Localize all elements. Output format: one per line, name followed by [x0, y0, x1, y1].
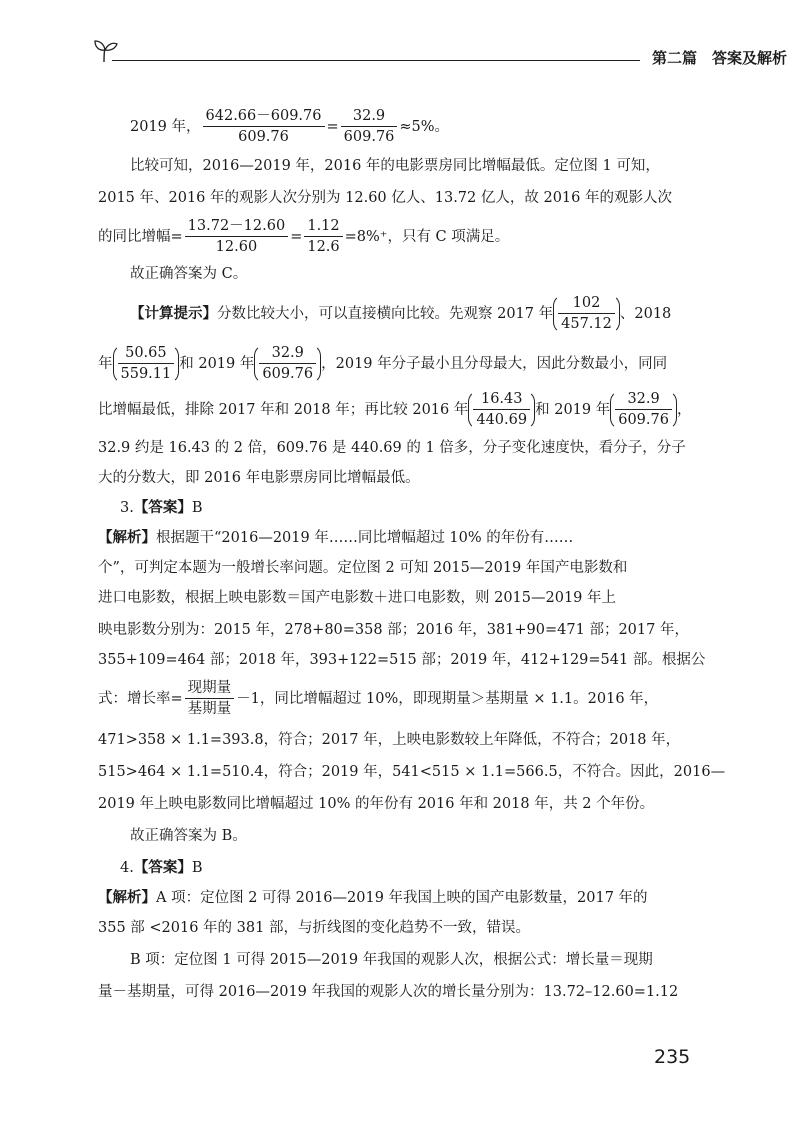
- fraction-paren: $\frac{32.9}{609.76}$: [254, 344, 321, 384]
- text-line: B 项：定位图 1 可得 2015—2019 年我国的观影人次，根据公式：增长量＝现期: [130, 952, 653, 968]
- fraction: $\frac{642.66-609.76}{609.76}$: [203, 108, 325, 146]
- calc-hint-line: 【计算提示】分数比较大小，可以直接横向比较。先观察 2017 年 $\frac{102}{457.12}$ 、2018: [130, 295, 672, 332]
- text-line: 515>464 × 1.1=510.4，符合；2019 年，541<515 × 1.1=566.5，不符合。因此，2016—: [98, 764, 726, 780]
- text-line: 个”，可判定本题为一般增长率问题。定位图 2 可知 2015—2019 年国产电影数和: [98, 560, 628, 576]
- fraction: $\frac{13.72-12.60}{12.60}$: [185, 218, 289, 256]
- text-line: 大的分数大，即 2016 年电影票房同比增幅最低。: [98, 470, 420, 486]
- fraction: $\frac{1.12}{12.6}$: [304, 218, 342, 256]
- text-line: 进口电影数，根据上映电影数＝国产电影数＋进口电影数，则 2015—2019 年上: [98, 590, 617, 606]
- fraction-paren: $\frac{50.65}{559.11}$: [113, 344, 180, 384]
- section-title: 第二篇 答案及解析: [652, 49, 788, 67]
- text-line: 量－基期量，可得 2016—2019 年我国的观影人次的增长量分别为：13.72–12.60=1.12: [98, 984, 679, 1000]
- analysis-tag: 【解析】: [98, 890, 156, 906]
- question-3-answer: 3.【答案】B: [120, 500, 203, 516]
- running-header: [92, 38, 788, 78]
- question-4-answer: 4.【答案】B: [120, 860, 203, 876]
- calc-hint-line: 年 $\frac{50.65}{559.11}$ 和 2019 年 $\frac{32.9}{609.76}$ ，2019 年分子最小且分母最大，因此分数最小，同同: [98, 345, 668, 382]
- calc-hint-line: 比增幅最低，排除 2017 年和 2018 年；再比较 2016 年 $\frac{16.43}{440.69}$ 和 2019 年 $\frac{32.9}{609.76}$ ，: [98, 391, 692, 428]
- formula-line-growth: 的同比增幅= $\frac{13.72-12.60}{12.60}$ = $\frac{1.12}{12.6}$ =8%⁺，只有 C 项满足。: [98, 218, 510, 255]
- text-line: 比较可知，2016—2019 年，2016 年的电影票房同比增幅最低。定位图 1 可知，: [130, 158, 660, 174]
- fraction-paren: $\frac{102}{457.12}$: [553, 294, 620, 334]
- fraction: $\frac{32.9}{609.76}$: [341, 108, 398, 146]
- fraction: $\frac{\text{现期量}}{\text{基期量}}$: [185, 680, 235, 718]
- text-line: 映电影数分别为：2015 年，278+80=358 部；2016 年，381+90=471 部；2017 年，: [98, 622, 689, 638]
- analysis-tag: 【解析】: [98, 530, 156, 546]
- formula-line-2019: 2019 年， $\frac{642.66-609.76}{609.76}$ = $\frac{32.9}{609.76}$ ≈5%。: [130, 108, 450, 145]
- header-rule: [112, 60, 640, 61]
- formula-line-rate: 式：增长率= $\frac{\text{现期量}}{\text{基期量}}$ －1，同比增幅超过 10%，即现期量＞基期量 × 1.1。2016 年，: [98, 680, 659, 717]
- text-line: 2019 年上映电影数同比增幅超过 10% 的年份有 2016 年和 2018 年，共 2 个年份。: [98, 796, 655, 812]
- text-line: 355+109=464 部；2018 年，393+122=515 部；2019 年，412+129=541 部。根据公: [98, 652, 706, 668]
- analysis-line: 【解析】A 项：定位图 2 可得 2016—2019 年我国上映的国产电影数量，2017 年的: [98, 890, 648, 906]
- answer-line: 故正确答案为 B。: [130, 828, 247, 844]
- text-line: 2015 年、2016 年的观影人次分别为 12.60 亿人、13.72 亿人，故 2016 年的观影人次: [98, 190, 672, 206]
- fraction-paren: $\frac{32.9}{609.76}$: [610, 390, 677, 430]
- text-line: 32.9 约是 16.43 的 2 倍，609.76 是 440.69 的 1 倍多，分子变化速度快，看分子，分子: [98, 440, 686, 456]
- answer-line: 故正确答案为 C。: [130, 266, 248, 282]
- leaf-sprout-icon: [92, 38, 126, 68]
- fraction-paren: $\frac{16.43}{440.69}$: [468, 390, 535, 430]
- page-number: 235: [654, 1046, 691, 1068]
- analysis-line: 【解析】根据题干“2016—2019 年……同比增幅超过 10% 的年份有……: [98, 530, 574, 546]
- calc-hint-tag: 【计算提示】: [130, 306, 217, 322]
- text-line: 355 部 <2016 年的 381 部，与折线图的变化趋势不一致，错误。: [98, 920, 530, 936]
- text-line: 471>358 × 1.1=393.8，符合；2017 年，上映电影数较上年降低，不符合；2018 年，: [98, 732, 681, 748]
